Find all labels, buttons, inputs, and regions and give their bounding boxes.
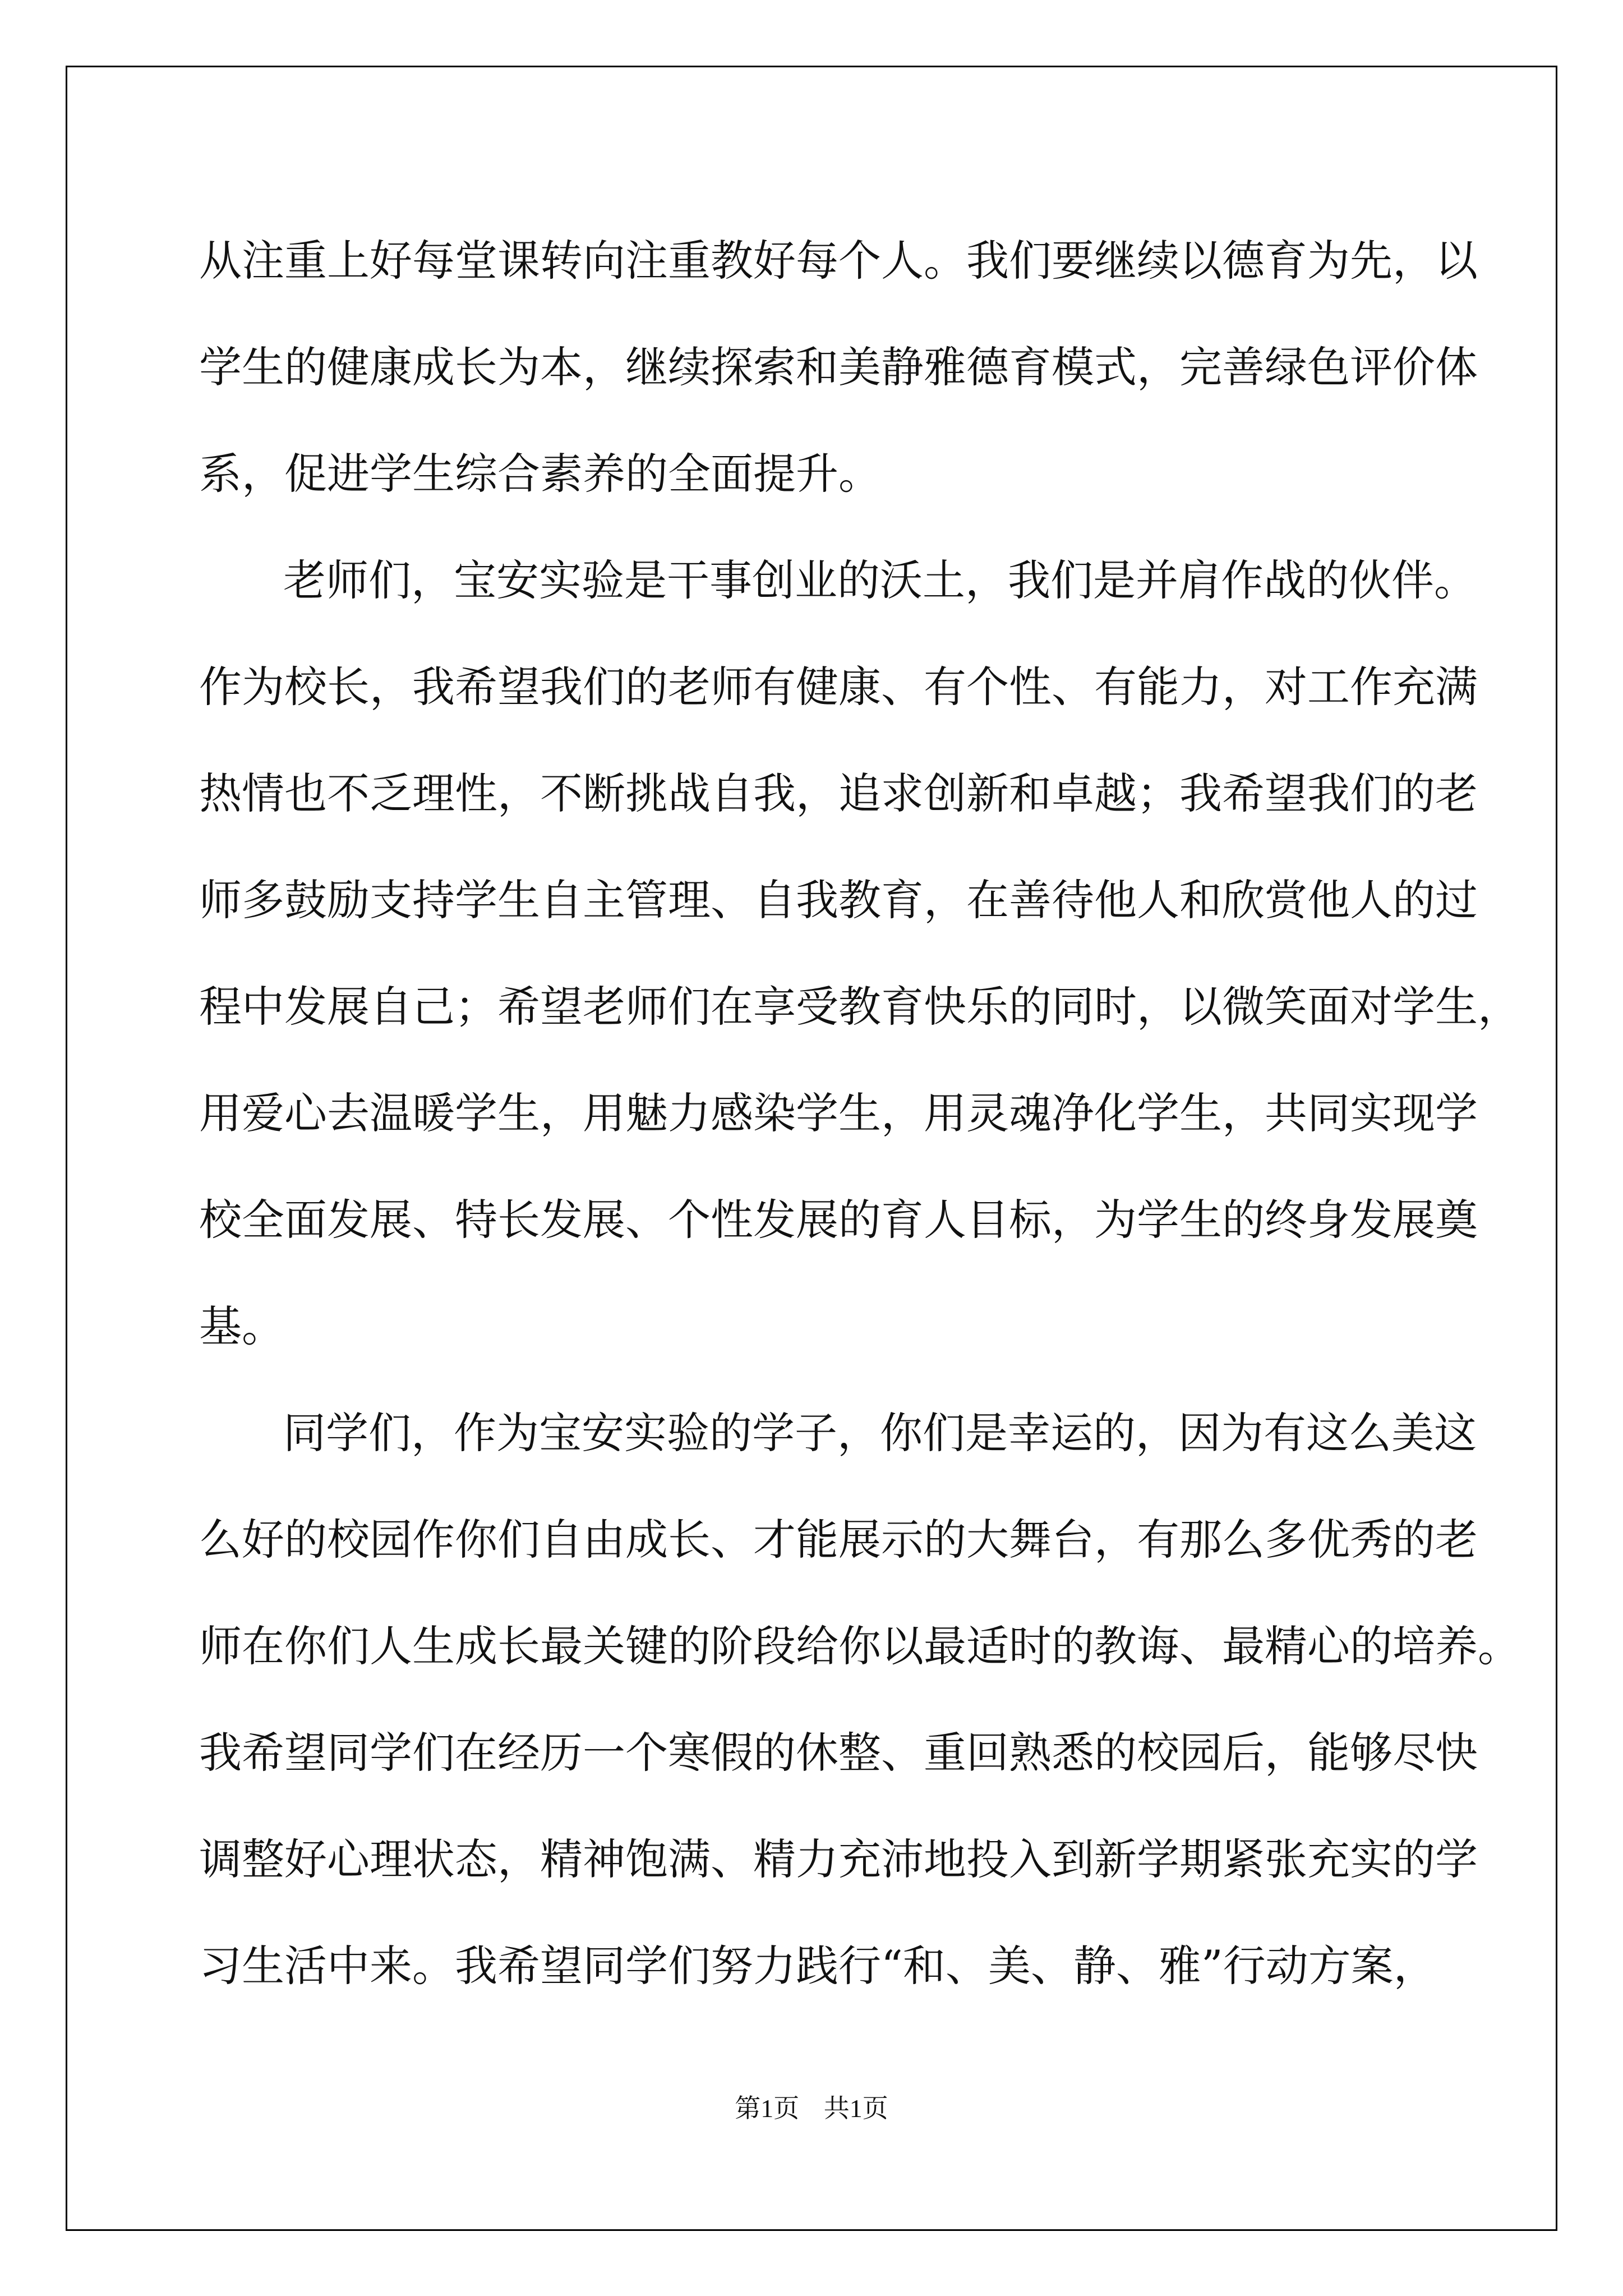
text-line: 用爱心去温暖学生，用魅力感染学生，用灵魂净化学生，共同实现学 — [199, 1088, 1478, 1138]
paragraph — [199, 208, 1478, 527]
page-number: 第1页 — [735, 2094, 800, 2123]
text-line: 习生活中来。我希望同学们努力践行“和、美、静、雅”行动方案， — [199, 1941, 1436, 1991]
document-body — [199, 208, 1520, 2019]
text-line: 调整好心理状态，精神饱满、精力充沛地投入到新学期紧张充实的学 — [199, 1834, 1478, 1884]
page-total: 共1页 — [823, 2094, 888, 2123]
text-line: 校全面发展、特长发展、个性发展的育人目标，为学生的终身发展奠 — [199, 1195, 1478, 1245]
text-line: 从注重上好每堂课转向注重教好每个人。我们要继续以德育为先，以 — [199, 236, 1478, 286]
text-line: 师多鼓励支持学生自主管理、自我教育，在善待他人和欣赏他人的过 — [199, 875, 1478, 925]
text-line: 作为校长，我希望我们的老师有健康、有个性、有能力，对工作充满 — [199, 662, 1478, 712]
text-line: 么好的校园作你们自由成长、才能展示的大舞台，有那么多优秀的老 — [199, 1515, 1478, 1565]
text-line: 老师们，宝安实验是干事创业的沃土，我们是并肩作战的伙伴。 — [283, 555, 1477, 605]
text-line: 系，促进学生综合素养的全面提升。 — [199, 449, 881, 499]
paragraph — [199, 1380, 1520, 2019]
text-line: 学生的健康成长为本，继续探索和美静雅德育模式，完善绿色评价体 — [199, 342, 1478, 392]
text-line: 同学们，作为宝安实验的学子，你们是幸运的，因为有这么美这 — [283, 1408, 1477, 1458]
text-line: 基。 — [199, 1301, 284, 1351]
paragraph — [199, 527, 1520, 1380]
text-line: 师在你们人生成长最关键的阶段给你以最适时的教诲、最精心的培养。 — [199, 1621, 1520, 1671]
text-line: 程中发展自己；希望老师们在享受教育快乐的同时，以微笑面对学生， — [199, 982, 1520, 1032]
page-footer — [0, 2088, 1623, 2125]
text-line: 热情也不乏理性，不断挑战自我，追求创新和卓越；我希望我们的老 — [199, 769, 1478, 818]
text-line: 我希望同学们在经历一个寒假的休整、重回熟悉的校园后，能够尽快 — [199, 1728, 1478, 1778]
